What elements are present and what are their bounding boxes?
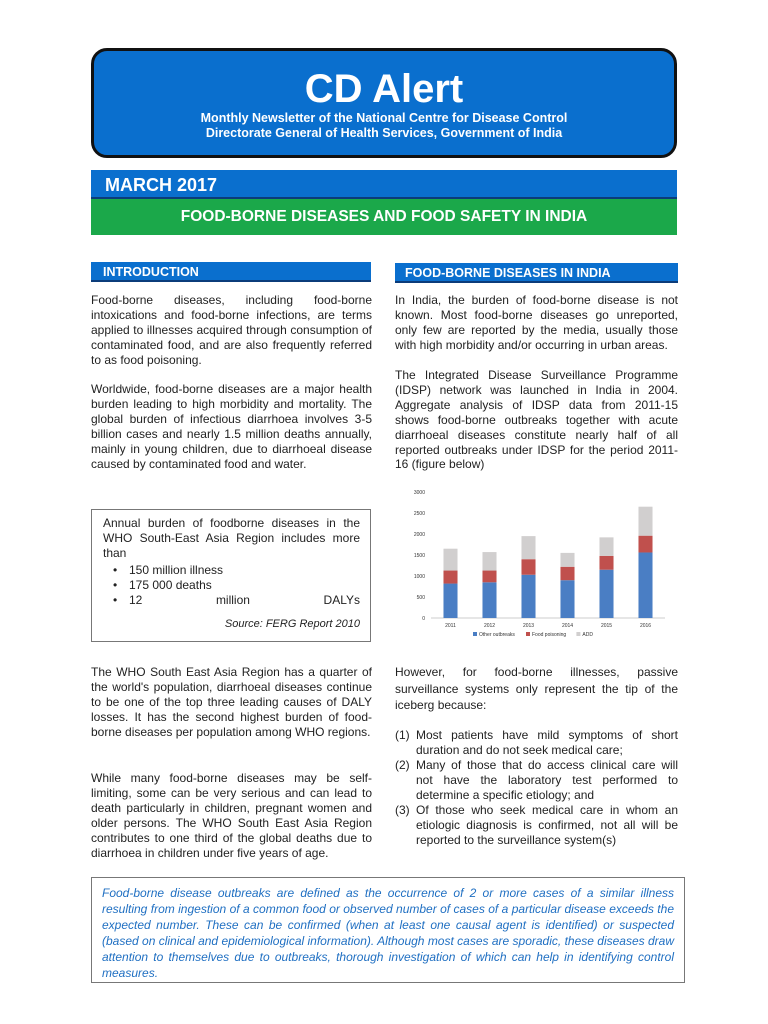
outbreak-definition: Food-borne disease outbreaks are defined as the occurrence of 2 or more cases of a similar illness resulting from ingestion of a common food or observed number of cases of a particular disease exceeds the expected number. These can be confirmed (when at least one causal agent is identified) or suspected (based on clinical and epidemiological information). Although most cases are sporadic, these diseases draw attention to themselves due to outbreaks, thorough investigation of which can help in identifying control measures. [102, 886, 674, 980]
y-tick-label: 500 [416, 595, 425, 601]
y-tick-label: 1000 [413, 574, 425, 580]
india-paragraph-1: In India, the burden of food-borne disease is not known. Most food-borne diseases go unreported, only few are reported by the media, usually those with high morbidity and/or occurring in urban areas. [395, 293, 678, 352]
bar-segment [521, 536, 535, 559]
bar-segment [482, 552, 496, 570]
bar-segment [443, 571, 457, 584]
legend-label: ADD [582, 632, 593, 638]
newsletter-subtitle-2: Directorate General of Health Services, Government of India [205, 126, 563, 140]
masthead-banner [91, 48, 677, 158]
newsletter-subtitle-1: Monthly Newsletter of the National Centre for Disease Control [200, 111, 568, 125]
definition-box [91, 877, 685, 983]
legend-label: Other outbreaks [479, 632, 515, 638]
issue-date: MARCH 2017 [105, 175, 218, 195]
burden-item: • 150 million illness [129, 563, 360, 578]
india-paragraph-3: However, for food-borne illnesses, passive surveillance systems only represent the tip of the iceberg because: [395, 665, 678, 712]
issue-topic: FOOD-BORNE DISEASES AND FOOD SAFETY IN INDIA [180, 208, 588, 225]
y-tick-label: 1500 [413, 553, 425, 559]
y-tick-label: 3000 [413, 490, 425, 496]
sear-paragraph-1: The WHO South East Asia Region has a quarter of the world's population, diarrhoeal diseases continue to be one of the top three leading causes of DALY losses. It has the second highest burden of food-borne diseases per population among WHO regions. [91, 665, 372, 739]
reason-item: (2) Many of those that do access clinical care will not have the laboratory test performed to determine a specific etiology; and [395, 758, 678, 802]
issue-topic-bar [91, 199, 677, 235]
bar-segment [638, 507, 652, 536]
bar-segment [482, 582, 496, 618]
reason-item: (3) Of those who seek medical care in whom an etiologic diagnosis is confirmed, not all will be reported to the surveillance system(s) [395, 803, 678, 847]
legend-swatch [576, 632, 580, 636]
reasons-list [395, 728, 678, 848]
intro-paragraph-2: Worldwide, food-borne diseases are a major health burden leading to high morbidity and mortality. The global burden of infectious diarrhoea involves 3-5 billion cases and nearly 1.5 million deaths annually, mainly in young children, due to diarrhoeal disease caused by contaminated food and water. [91, 382, 372, 471]
x-tick-label: 2016 [639, 623, 652, 629]
sear-paragraph-2: While many food-borne diseases may be self-limiting, some can be very serious and can lead to death particularly in children, pregnant women and older persons. The WHO South East Asia Region contributes to one third of the global deaths due to diarrhoea in children under five years of age. [91, 771, 372, 860]
bar-segment [521, 575, 535, 618]
bar-segment [599, 537, 613, 555]
chart-legend [473, 632, 593, 638]
bar-segment [482, 571, 496, 583]
burden-box [91, 509, 371, 642]
y-tick-label: 0 [422, 616, 425, 622]
india-paragraph-2: The Integrated Disease Surveillance Programme (IDSP) network was launched in India in 2004. Aggregate analysis of IDSP data from 2011-15 shows food-borne outbreaks together with acute diarrhoeal diseases constitute nearly half of all reported outbreaks under IDSP for the period 2011-16 (figure below) [395, 368, 678, 472]
bar-segment [599, 556, 613, 570]
bar-segment [443, 549, 457, 571]
intro-paragraph-1: Food-borne diseases, including food-borne intoxications and food-borne infections, are terms applied to illnesses acquired through consumption of contaminated food, and are also frequently referred to as food poisoning. [91, 293, 372, 367]
bar-segment [560, 580, 574, 618]
y-tick-label: 2000 [413, 532, 425, 538]
chart-bars [443, 507, 652, 618]
bar-segment [599, 570, 613, 618]
bar-segment [521, 559, 535, 575]
burden-item: • 12 million DALYs [129, 593, 360, 608]
x-tick-label: 2011 [445, 623, 456, 629]
burden-intro: Annual burden of foodborne diseases in the WHO South-East Asia Region includes more than [103, 516, 360, 560]
newsletter-title: CD Alert [304, 67, 464, 111]
y-tick-label: 2500 [413, 511, 425, 517]
legend-swatch [473, 632, 477, 636]
bar-segment [560, 567, 574, 580]
x-tick-label: 2012 [483, 623, 496, 629]
x-tick-label: 2014 [561, 623, 574, 629]
introduction-heading: INTRODUCTION [91, 262, 371, 282]
burden-item: • 175 000 deaths [129, 578, 360, 593]
legend-swatch [526, 632, 530, 636]
bar-segment [638, 552, 652, 618]
legend-label: Food poisoning [532, 632, 567, 638]
bar-segment [638, 536, 652, 553]
x-tick-label: 2013 [522, 623, 535, 629]
burden-source: Source: FERG Report 2010 [224, 617, 360, 630]
outbreaks-bar-chart [395, 480, 678, 648]
issue-date-bar [91, 170, 677, 199]
burden-list [103, 563, 360, 608]
bar-segment [443, 584, 457, 618]
bar-segment [560, 553, 574, 567]
india-heading: FOOD-BORNE DISEASES IN INDIA [395, 263, 678, 283]
reason-item: (1) Most patients have mild symptoms of short duration and do not seek medical care; [395, 728, 678, 757]
x-tick-label: 2015 [600, 623, 613, 629]
